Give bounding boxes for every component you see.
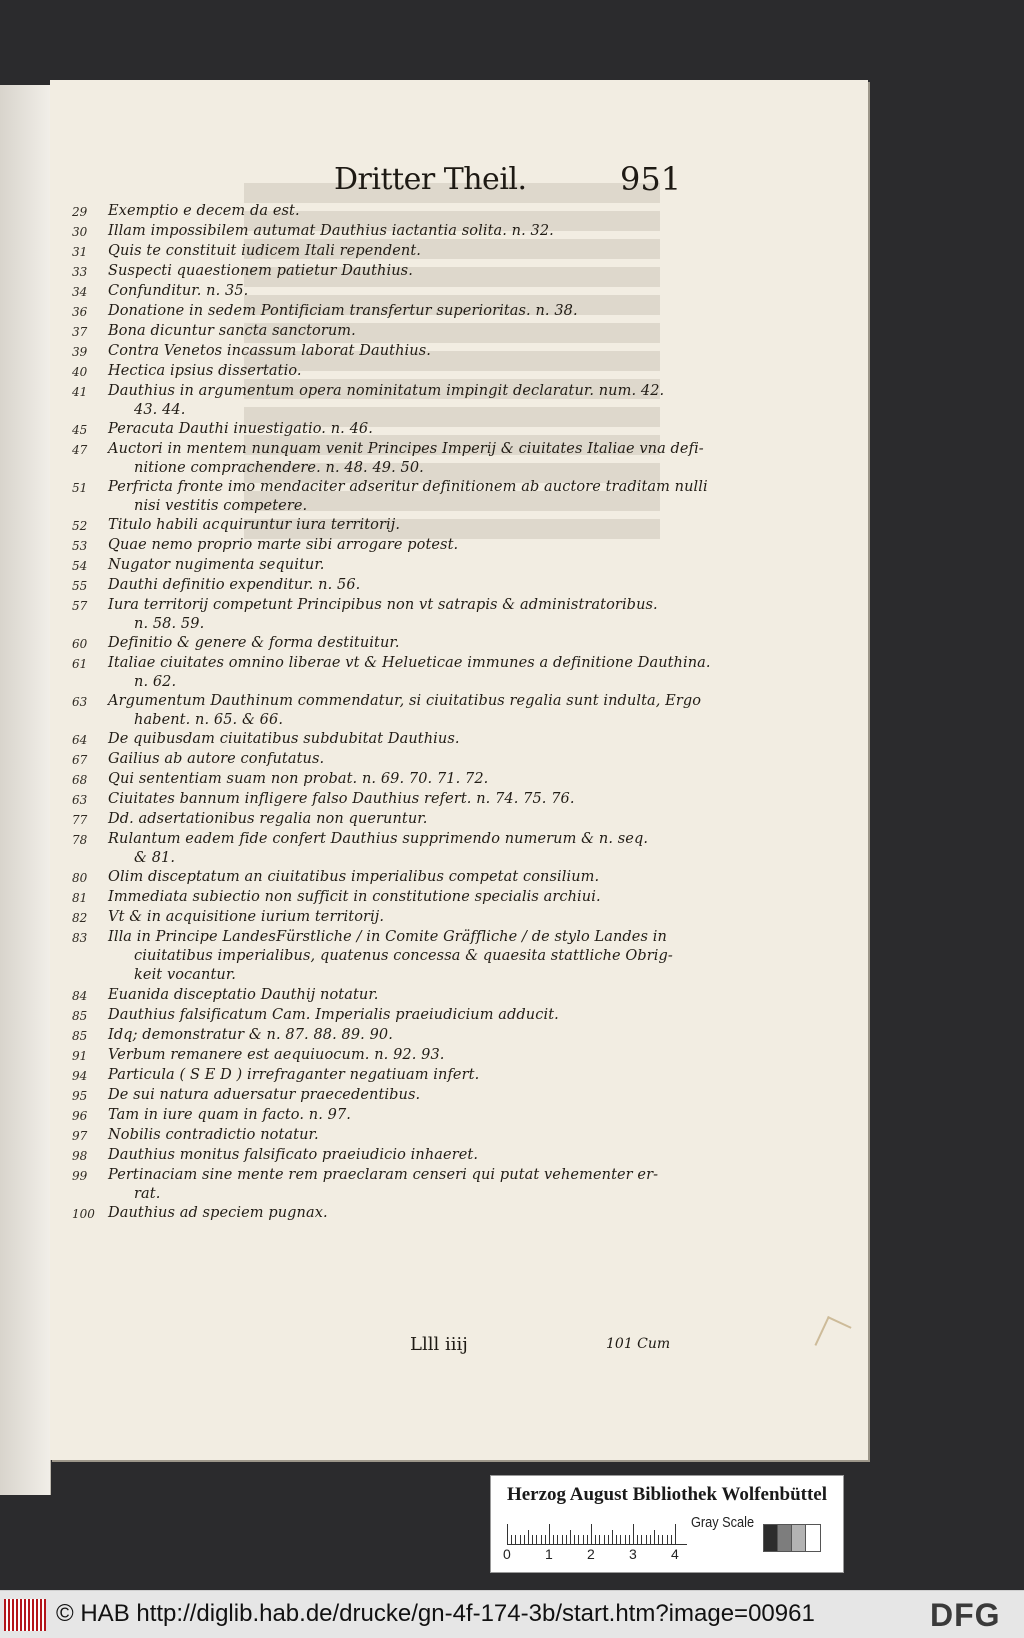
entry-number: 64 <box>72 733 88 747</box>
entry-text <box>108 322 356 341</box>
entry-text <box>108 382 664 420</box>
entry-text <box>108 730 460 749</box>
entry-text <box>108 478 708 516</box>
page-number: 951 <box>620 160 682 198</box>
ruler-tick <box>528 1530 529 1544</box>
ruler-tick <box>629 1535 630 1544</box>
index-entry <box>72 282 712 302</box>
entry-number <box>72 966 108 969</box>
ruler-tick <box>541 1535 542 1544</box>
ruler-tick <box>570 1530 571 1544</box>
ruler-tick <box>520 1535 521 1544</box>
ruler-tick <box>557 1535 558 1544</box>
ruler-tick <box>620 1535 621 1544</box>
ruler-tick <box>532 1535 533 1544</box>
dfg-logo: DFG <box>930 1597 1001 1633</box>
entry-line: Pertinaciam sine mente rem praeclaram censeri qui putat vehementer er- <box>108 1167 659 1183</box>
entry-line: Olim disceptatum an ciuitatibus imperialibus competat consilium. <box>108 869 600 885</box>
entry-number: 52 <box>72 519 88 533</box>
index-entry <box>72 1166 712 1204</box>
ruler-tick <box>616 1535 617 1544</box>
index-entry <box>72 262 712 282</box>
index-entry <box>72 1086 712 1106</box>
signature-mark: Llll iiij <box>410 1334 468 1355</box>
gray-scale-label: Gray Scale <box>691 1514 755 1531</box>
entry-line: Peracuta Dauthi inuestigatio. n. 46. <box>108 421 373 437</box>
entry-line: De quibusdam ciuitatibus subdubitat Dauthius. <box>108 731 460 747</box>
index-entry <box>72 1146 712 1166</box>
scale-label: 3 <box>629 1546 637 1562</box>
entry-number: 45 <box>72 423 88 437</box>
entry-continuation: nisi vestitis competere. <box>134 498 308 514</box>
entry-line: Bona dicuntur sancta sanctorum. <box>108 323 356 339</box>
entry-continuation: habent. n. 65. & 66. <box>134 712 284 728</box>
ruler-tick <box>545 1535 546 1544</box>
entry-text <box>108 770 488 789</box>
entry-text <box>108 302 578 321</box>
entry-continuation: keit vocantur. <box>134 967 236 983</box>
index-entry <box>72 1066 712 1086</box>
entry-line: Rulantum eadem fide confert Dauthius supprimendo numerum & n. seq. <box>108 831 649 847</box>
entry-text <box>108 516 400 535</box>
index-entry <box>72 596 712 634</box>
entry-number: 83 <box>72 931 88 945</box>
entry-text <box>108 1026 393 1045</box>
entry-line: Suspecti quaestionem patietur Dauthius. <box>108 263 413 279</box>
index-entry <box>72 1106 712 1126</box>
library-name: Herzog August Bibliothek Wolfenbüttel <box>506 1484 828 1505</box>
entry-number: 33 <box>72 265 88 279</box>
index-entry <box>72 908 712 928</box>
ruler-tick <box>574 1535 575 1544</box>
entry-number: 47 <box>72 443 88 457</box>
entry-number: 98 <box>72 1149 88 1163</box>
entry-number: 100 <box>72 1207 95 1221</box>
index-entry <box>72 986 712 1006</box>
entry-number: 82 <box>72 911 88 925</box>
entry-text <box>108 830 648 868</box>
entry-line: Nobilis contradictio notatur. <box>108 1127 319 1143</box>
entry-line: Contra Venetos incassum laborat Dauthius. <box>108 343 431 359</box>
entry-number: 51 <box>72 481 88 495</box>
entry-line: Dauthius ad speciem pugnax. <box>108 1205 328 1221</box>
entry-text <box>108 1166 658 1204</box>
index-entry <box>72 242 712 262</box>
entry-number: 57 <box>72 599 88 613</box>
ruler-tick <box>591 1524 592 1544</box>
entry-number: 37 <box>72 325 88 339</box>
entry-line: Illa in Principe LandesFürstliche / in Comite Gräffliche / de stylo Landes in <box>108 929 667 945</box>
entry-text <box>108 342 431 361</box>
ruler-tick <box>562 1535 563 1544</box>
cm-scale-ruler <box>507 1516 687 1545</box>
entry-line: Titulo habili acquiruntur iura territorij. <box>108 517 401 533</box>
entry-number: 91 <box>72 1049 88 1063</box>
entry-text <box>108 1146 478 1165</box>
entry-line: Immediata subiectio non sufficit in constitutione specialis archiui. <box>108 889 601 905</box>
index-entry <box>72 966 712 986</box>
entry-line: Italiae ciuitates omnino liberae vt & Helueticae immunes a definitione Dauthina. <box>108 655 711 671</box>
entry-text <box>108 1106 351 1125</box>
facing-page-shading <box>0 85 50 1495</box>
color-calibration-card <box>490 1475 844 1573</box>
scale-label: 0 <box>503 1546 511 1562</box>
entry-line: Dd. adsertationibus regalia non queruntur. <box>108 811 428 827</box>
ruler-tick <box>658 1535 659 1544</box>
index-entry <box>72 1006 712 1026</box>
entry-text <box>108 596 658 634</box>
copyright-url[interactable]: © HAB http://diglib.hab.de/drucke/gn-4f-174-3b/start.htm?image=00961 <box>56 1600 815 1627</box>
entry-text <box>108 692 701 730</box>
entry-line: Particula ( S E D ) irrefraganter negatiuam infert. <box>108 1067 480 1083</box>
entry-number: 63 <box>72 793 88 807</box>
entry-number: 95 <box>72 1089 88 1103</box>
index-entry <box>72 654 712 692</box>
ruler-tick <box>675 1524 676 1544</box>
ruler-tick <box>599 1535 600 1544</box>
ruler-tick <box>608 1535 609 1544</box>
ruler-tick <box>671 1535 672 1544</box>
entry-text <box>108 440 704 478</box>
index-entry <box>72 1026 712 1046</box>
index-entry <box>72 730 712 750</box>
entry-number: 53 <box>72 539 88 553</box>
book-page <box>50 80 868 1460</box>
entry-number: 30 <box>72 225 88 239</box>
entry-number: 36 <box>72 305 88 319</box>
ruler-tick <box>595 1535 596 1544</box>
entry-text <box>108 282 248 301</box>
index-entry <box>72 556 712 576</box>
entry-line: Dauthius monitus falsificato praeiudicio inhaeret. <box>108 1147 479 1163</box>
ruler-tick <box>662 1535 663 1544</box>
entry-text <box>108 1204 328 1223</box>
entry-text <box>108 750 324 769</box>
hab-barcode-logo <box>4 1599 46 1631</box>
index-entry <box>72 1046 712 1066</box>
ruler-tick <box>612 1530 613 1544</box>
ruler-tick <box>604 1535 605 1544</box>
index-entry <box>72 634 712 654</box>
ruler-tick <box>654 1530 655 1544</box>
entry-continuation: 43. 44. <box>134 402 186 418</box>
entry-text <box>108 790 575 809</box>
entry-text <box>108 908 384 927</box>
entry-number: 81 <box>72 891 88 905</box>
entry-line: Donatione in sedem Pontificiam transfertur superioritas. n. 38. <box>108 303 578 319</box>
entry-line: Euanida disceptatio Dauthij notatur. <box>108 987 379 1003</box>
scale-label: 1 <box>545 1546 553 1562</box>
index-entry <box>72 202 712 222</box>
index-entry <box>72 302 712 322</box>
index-entry <box>72 790 712 810</box>
entry-line: Dauthi definitio expenditur. n. 56. <box>108 577 361 593</box>
entry-number: 61 <box>72 657 88 671</box>
entry-number: 97 <box>72 1129 88 1143</box>
facing-page-edge <box>0 85 51 1495</box>
index-entry <box>72 516 712 536</box>
entry-line: Definitio & genere & forma destituitur. <box>108 635 400 651</box>
catchword: 101 Cum <box>606 1336 671 1352</box>
entry-text <box>108 868 599 887</box>
index-entry <box>72 770 712 790</box>
entry-number: 39 <box>72 345 88 359</box>
ruler-tick <box>566 1535 567 1544</box>
entry-number: 78 <box>72 833 88 847</box>
entry-line: Vt & in acquisitione iurium territorij. <box>108 909 385 925</box>
entry-line: Verbum remanere est aequiuocum. n. 92. 93. <box>108 1047 445 1063</box>
entry-text <box>108 1006 559 1025</box>
index-entry <box>72 322 712 342</box>
gray-swatch <box>805 1524 821 1552</box>
entry-number: 54 <box>72 559 88 573</box>
entry-line: Gailius ab autore confutatus. <box>108 751 325 767</box>
entry-text <box>108 1046 445 1065</box>
entry-number: 85 <box>72 1009 88 1023</box>
entry-line: Hectica ipsius dissertatio. <box>108 363 302 379</box>
index-entry <box>72 478 712 516</box>
entry-number: 94 <box>72 1069 88 1083</box>
entry-line: Quis te constituit iudicem Itali rependent. <box>108 243 421 259</box>
ruler-tick <box>553 1535 554 1544</box>
entry-continuation: n. 62. <box>134 674 177 690</box>
ruler-tick <box>583 1535 584 1544</box>
ruler-tick <box>667 1535 668 1544</box>
index-entry <box>72 342 712 362</box>
entry-continuation: n. 58. 59. <box>134 616 205 632</box>
ruler-tick <box>650 1535 651 1544</box>
entry-line: Auctori in mentem nunquam venit Principes Imperij & ciuitates Italiae vna defi- <box>108 441 704 457</box>
entry-number: 99 <box>72 1169 88 1183</box>
entry-continuation: nitione comprachendere. n. 48. 49. 50. <box>134 460 424 476</box>
entry-text <box>108 262 413 281</box>
ruler-tick <box>507 1524 508 1544</box>
entry-line: Nugator nugimenta sequitur. <box>108 557 325 573</box>
entry-number: 80 <box>72 871 88 885</box>
index-entry <box>72 420 712 440</box>
entry-text <box>108 654 711 692</box>
entry-line: Iura territorij competunt Principibus non vt satrapis & administratoribus. <box>108 597 658 613</box>
entry-text <box>108 536 458 555</box>
entry-number: 29 <box>72 205 88 219</box>
entry-text <box>108 634 400 653</box>
entry-number: 85 <box>72 1029 88 1043</box>
ruler-tick <box>549 1524 550 1544</box>
index-entry <box>72 810 712 830</box>
entry-continuation: ciuitatibus imperialibus, quatenus concessa & quaesita stattliche Obrig- <box>134 948 673 964</box>
index-entry <box>72 382 712 420</box>
ruler-tick <box>536 1535 537 1544</box>
entry-number: 77 <box>72 813 88 827</box>
entry-text <box>108 242 421 261</box>
ruler-tick <box>587 1535 588 1544</box>
entry-text <box>108 966 236 985</box>
ruler-tick <box>515 1535 516 1544</box>
index-entry <box>72 576 712 596</box>
index-entry <box>72 928 712 966</box>
entry-line: Dauthius falsificatum Cam. Imperialis praeiudicium adducit. <box>108 1007 559 1023</box>
ruler-tick <box>637 1535 638 1544</box>
ruler-tick <box>511 1535 512 1544</box>
entry-text <box>108 362 302 381</box>
entry-text <box>108 928 673 966</box>
entry-number: 31 <box>72 245 88 259</box>
ruler-tick <box>641 1535 642 1544</box>
entry-text <box>108 576 360 595</box>
pencil-mark <box>814 1316 851 1356</box>
scale-label: 4 <box>671 1546 679 1562</box>
scale-label: 2 <box>587 1546 595 1562</box>
entry-number: 68 <box>72 773 88 787</box>
entry-text <box>108 888 601 907</box>
entry-line: Idq; demonstratur & n. 87. 88. 89. 90. <box>108 1027 393 1043</box>
entry-text <box>108 1126 319 1145</box>
entry-line: Tam in iure quam in facto. n. 97. <box>108 1107 352 1123</box>
entry-line: Quae nemo proprio marte sibi arrogare potest. <box>108 537 459 553</box>
entry-text <box>108 202 300 221</box>
ruler-tick <box>524 1535 525 1544</box>
entry-number: 60 <box>72 637 88 651</box>
page-header <box>50 162 868 202</box>
entry-text <box>108 420 373 439</box>
entry-number: 96 <box>72 1109 88 1123</box>
entry-number: 67 <box>72 753 88 767</box>
footer-bar <box>0 1590 1024 1638</box>
entry-line: Qui sententiam suam non probat. n. 69. 70. 71. 72. <box>108 771 489 787</box>
index-entry <box>72 888 712 908</box>
index-entry <box>72 222 712 242</box>
entry-text <box>108 986 378 1005</box>
entry-continuation: & 81. <box>134 850 176 866</box>
entry-text <box>108 1086 420 1105</box>
running-head: Dritter Theil. <box>334 162 527 197</box>
index-entry <box>72 362 712 382</box>
entry-text <box>108 1066 479 1085</box>
entry-number: 41 <box>72 385 88 399</box>
entry-number: 34 <box>72 285 88 299</box>
entry-line: Exemptio e decem da est. <box>108 203 300 219</box>
index-entry <box>72 830 712 868</box>
index-entry <box>72 536 712 556</box>
entry-line: Confunditur. n. 35. <box>108 283 249 299</box>
entry-line: Illam impossibilem autumat Dauthius iactantia solita. n. 32. <box>108 223 554 239</box>
index-entry <box>72 750 712 770</box>
ruler-tick <box>578 1535 579 1544</box>
entry-text <box>108 222 554 241</box>
entry-number: 84 <box>72 989 88 1003</box>
entry-line: Perfricta fronte imo mendaciter adseritur definitionem ab auctore traditam nulli <box>108 479 708 495</box>
entry-line: De sui natura aduersatur praecedentibus. <box>108 1087 421 1103</box>
entry-text <box>108 810 427 829</box>
entry-line: Dauthius in argumentum opera nominitatum impingit declaratur. num. 42. <box>108 383 665 399</box>
marginal-index-list <box>72 202 712 1224</box>
index-entry <box>72 440 712 478</box>
index-entry <box>72 692 712 730</box>
ruler-tick <box>633 1524 634 1544</box>
index-entry <box>72 1126 712 1146</box>
entry-text <box>108 556 325 575</box>
ruler-tick <box>646 1535 647 1544</box>
entry-line: Argumentum Dauthinum commendatur, si ciuitatibus regalia sunt indulta, Ergo <box>108 693 702 709</box>
ruler-tick <box>625 1535 626 1544</box>
index-entry <box>72 1204 712 1224</box>
entry-line: Ciuitates bannum infligere falso Dauthius refert. n. 74. 75. 76. <box>108 791 575 807</box>
entry-number: 40 <box>72 365 88 379</box>
entry-number: 55 <box>72 579 88 593</box>
index-entry <box>72 868 712 888</box>
entry-continuation: rat. <box>134 1186 161 1202</box>
entry-number: 63 <box>72 695 88 709</box>
